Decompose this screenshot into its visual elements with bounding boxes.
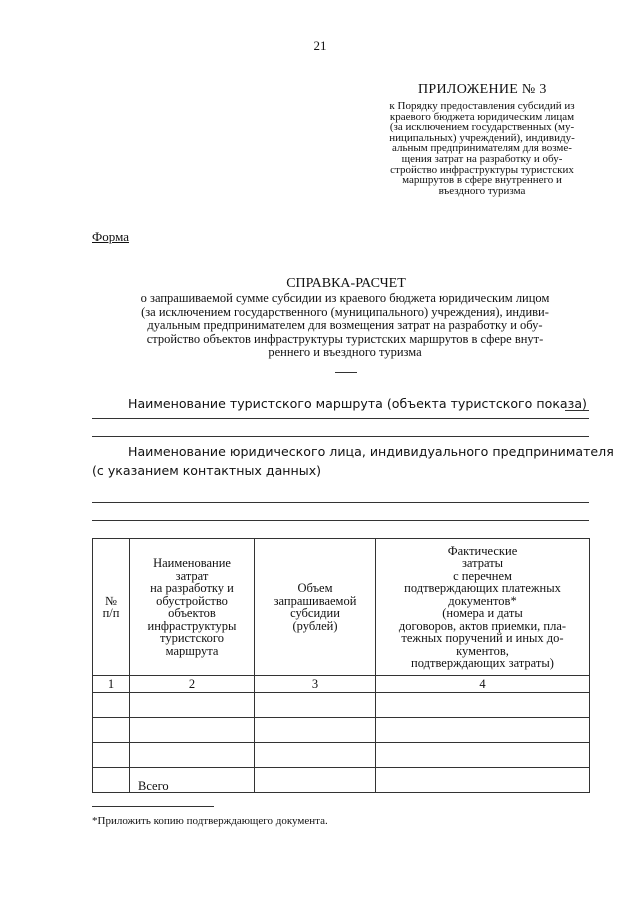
table-cell[interactable] (376, 693, 590, 718)
entity-name-fill-line[interactable] (92, 520, 589, 521)
page-number: 21 (313, 38, 327, 53)
table-cell[interactable] (130, 718, 255, 743)
route-name-label: Наименование туристского маршрута (объекта туристского показа) (128, 396, 587, 411)
column-number-row (93, 676, 590, 693)
header-cell-cost-name: Наименование затрат на разработку и обустройство объектов инфраструктуры туристского маршрута (130, 539, 255, 676)
route-name-fill-line[interactable] (565, 410, 589, 411)
appendix-text: к Порядку предоставления субсидий из краевого бюджета юридическим лицам (за исключением государственных (му- ниципальных) учреждений), индивиду- альным предпринимателям для возме- щения затрат на разработку и обу- стройство инфраструктуры туристских маршрутов в сфере внутреннего и въездного туризма (389, 100, 575, 197)
document-subtitle: о запрашиваемой сумме субсидии из краевого бюджета юридическим лицом (за исключением государственного (муниципального) учреждения), индиви- дуальным предпринимателем для возмещения затрат на разработку и обу- стройство объектов инфраструктуры туристских маршрутов в сфере внут- реннего и въездного туризма (140, 291, 550, 359)
column-number: 3 (255, 676, 376, 693)
table-cell[interactable] (255, 693, 376, 718)
table-cell[interactable] (130, 743, 255, 768)
table-cell[interactable] (255, 718, 376, 743)
table-row (93, 718, 590, 743)
footnote: *Приложить копию подтверждающего документа. (92, 815, 328, 827)
total-costs-cell[interactable] (376, 768, 590, 793)
entity-name-fill-line[interactable] (92, 502, 589, 503)
table-cell[interactable] (93, 743, 130, 768)
column-number: 2 (130, 676, 255, 693)
table-row (93, 743, 590, 768)
table-cell[interactable] (93, 768, 130, 793)
header-cell-number: № п/п (93, 539, 130, 676)
table-cell[interactable] (376, 743, 590, 768)
table-cell[interactable] (93, 693, 130, 718)
calculation-table (92, 538, 590, 793)
document-title: СПРАВКА-РАСЧЕТ (286, 276, 406, 291)
header-cell-subsidy-amount: Объем запрашиваемой субсидии (рублей) (255, 539, 376, 676)
route-name-fill-line[interactable] (92, 436, 589, 437)
header-cell-actual-costs: Фактические затраты с перечнем подтверждающих платежных документов* (номера и даты договоров, актов приемки, пла- тежных поручений и иных до- кументов, подтверждающих затраты) (376, 539, 590, 676)
table-cell[interactable] (376, 718, 590, 743)
table-header-row (93, 539, 590, 676)
total-subsidy-cell[interactable] (255, 768, 376, 793)
column-number: 1 (93, 676, 130, 693)
table-cell[interactable] (130, 693, 255, 718)
total-row (93, 768, 590, 793)
table-cell[interactable] (255, 743, 376, 768)
entity-contacts-label: (с указанием контактных данных) (92, 463, 322, 478)
form-label: Форма (92, 229, 129, 244)
footnote-divider (92, 806, 214, 807)
title-divider (335, 372, 357, 373)
route-name-fill-line[interactable] (92, 418, 589, 419)
column-number: 4 (376, 676, 590, 693)
entity-name-label: Наименование юридического лица, индивидуального предпринимателя (128, 444, 614, 459)
appendix-title: ПРИЛОЖЕНИЕ № 3 (418, 82, 547, 97)
total-label: Всего (130, 768, 255, 793)
table-row (93, 693, 590, 718)
table-cell[interactable] (93, 718, 130, 743)
